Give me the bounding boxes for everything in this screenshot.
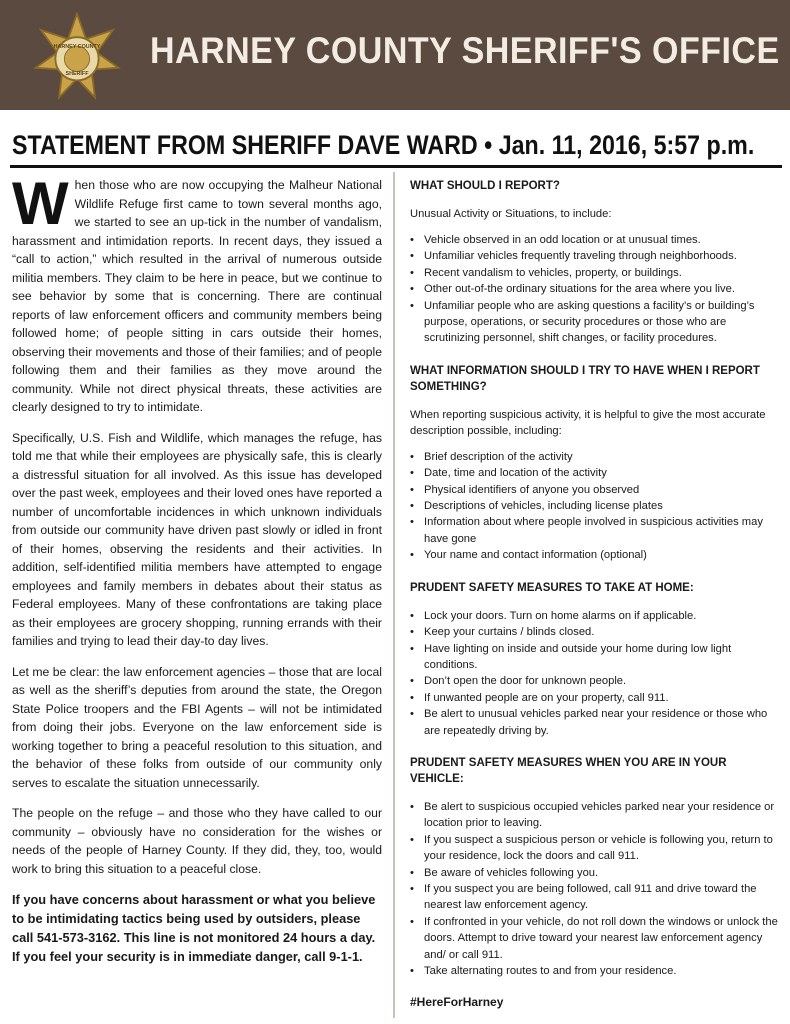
list-item: • Lock your doors. Turn on home alarms on if applicable.	[410, 608, 780, 624]
list-item: • Your name and contact information (optional)	[410, 547, 780, 563]
list-item: • Other out-of-the ordinary situations for the area where you live.	[410, 281, 780, 297]
contact-note: If you have concerns about harassment or what you believe to be intimidating tactics being used by outsiders, please call 541-573-3162. This line is not monitored 24 hours a day. If you feel your security is in immediate danger, call 9-1-1.	[12, 892, 376, 964]
list-item: • Descriptions of vehicles, including license plates	[410, 498, 780, 514]
list-item: • Recent vandalism to vehicles, property, or buildings.	[410, 265, 780, 281]
bullet-list	[410, 449, 780, 564]
list-item: • Be aware of vehicles following you.	[410, 865, 780, 881]
list-item: • Be alert to unusual vehicles parked near your residence or those who are repeatedly driving by.	[410, 706, 780, 739]
paragraph-1: When those who are now occupying the Malheur National Wildlife Refuge first came to town several months ago, we started to see an up-tick in the number of vandalism, harassment and intimidation reports. In recent days, they issued a “call to action,” which resulted in the arrival of numerous outside militia members. They claim to be here in peace, but we continue to see behavior by some that is concerning. There are continual reports of law enforcement officers and community members being followed home; of people sitting in cars outside their homes, observing their movements and those of their families; and of people following them and their families as they move around the community. While not direct physical threats, these activities are clearly designed to try to intimidate.	[12, 170, 382, 414]
list-item: • If you suspect a suspicious person or vehicle is following you, return to your residence, lock the doors and call 911.	[410, 832, 780, 865]
paragraph-4: The people on the refuge – and those who they have called to our community – obviously have no consideration for the wishes or needs of the people of Harney County. If they did, they, too, would work to bring this situation to a peaceful close.	[12, 806, 382, 876]
list-item: • Unfamiliar people who are asking questions a facility’s or building’s purpose, operations, or security procedures or those who are scrutinizing personnel, shift changes, or facility procedures.	[410, 298, 780, 347]
drop-cap: W	[12, 170, 69, 237]
section-intro: When reporting suspicious activity, it is helpful to give the most accurate description possible, including:	[410, 408, 766, 437]
title-rule	[10, 165, 782, 168]
section-heading: PRUDENT SAFETY MEASURES TO TAKE AT HOME:	[410, 581, 694, 594]
list-item: • Physical identifiers of anyone you observed	[410, 482, 780, 498]
list-item: • Don’t open the door for unknown people.	[410, 673, 780, 689]
section-heading: PRUDENT SAFETY MEASURES WHEN YOU ARE IN YOUR VEHICLE:	[410, 756, 727, 785]
list-item: • Unfamiliar vehicles frequently traveling through neighborhoods.	[410, 248, 780, 264]
section-heading: WHAT SHOULD I REPORT?	[410, 180, 560, 192]
header-banner	[0, 0, 790, 110]
list-item: • If confronted in your vehicle, do not roll down the windows or unlock the doors. Attempt to drive toward your nearest law enforcement agency and/ or call 911.	[410, 914, 780, 963]
list-item: • If unwanted people are on your property, call 911.	[410, 690, 780, 706]
list-item: • Brief description of the activity	[410, 449, 780, 465]
list-item: • Have lighting on inside and outside your home during low light conditions.	[410, 641, 780, 674]
section-heading: WHAT INFORMATION SHOULD I TRY TO HAVE WHEN I REPORT SOMETHING?	[410, 364, 760, 393]
list-item: • Be alert to suspicious occupied vehicles parked near your residence or location prior to leaving.	[410, 799, 780, 832]
safety-guidance	[410, 178, 780, 1009]
list-item: • Keep your curtains / blinds closed.	[410, 624, 780, 640]
list-item: • Take alternating routes to and from your residence.	[410, 963, 780, 979]
column-divider	[393, 172, 395, 1018]
list-item: • Date, time and location of the activity	[410, 465, 780, 481]
office-title: HARNEY COUNTY SHERIFF'S OFFICE	[150, 30, 780, 71]
bullet-list	[410, 799, 780, 979]
list-item: • Vehicle observed in an odd location or at unusual times.	[410, 232, 780, 248]
hashtag: #HereForHarney	[410, 995, 504, 1010]
section-intro: Unusual Activity or Situations, to include:	[410, 208, 612, 220]
statement-title: STATEMENT FROM SHERIFF DAVE WARD • Jan. 11, 2016, 5:57 p.m.	[12, 130, 755, 160]
bullet-list	[410, 608, 780, 739]
list-item: • If you suspect you are being followed, call 911 and drive toward the nearest law enforcement agency.	[410, 881, 780, 914]
paragraph-3: Let me be clear: the law enforcement agencies – those that are local as well as the sheriff’s deputies from around the state, the Oregon State Police troopers and the FBI Agents – will not be intimidated from doing their jobs. Everyone on the law enforcement side is working together to bring a peaceful resolution to this situation, and the behavior of these folks from outside of our community only serves to escalate the situation unnecessarily.	[12, 664, 382, 790]
bullet-list	[410, 232, 780, 347]
paragraph-2: Specifically, U.S. Fish and Wildlife, which manages the refuge, has told me that while their employees are physically safe, this is clearly a distressful situation for all involved. As this issue has developed over the past week, employees and their loved ones have reported a number of uncomfortable incidences in which unknown individuals from outside our community have driven past slowly or idled in front of their homes, observing the residents and their activities. In addition, self-identified militia members have attempted to engage employees and family members in debates about their status as Federal employees. Many of these confrontations are taking place as their employees are grocery shopping, running errands with their families and trying to lead their day-to day lives.	[12, 430, 382, 648]
badge-top-text: HARNEY COUNTY	[53, 44, 101, 51]
list-item: • Information about where people involved in suspicious activities may have gone	[410, 514, 780, 547]
statement-body	[12, 170, 382, 978]
badge-bottom-text: SHERIFF	[65, 71, 89, 78]
sheriff-star-badge-icon	[32, 12, 122, 102]
